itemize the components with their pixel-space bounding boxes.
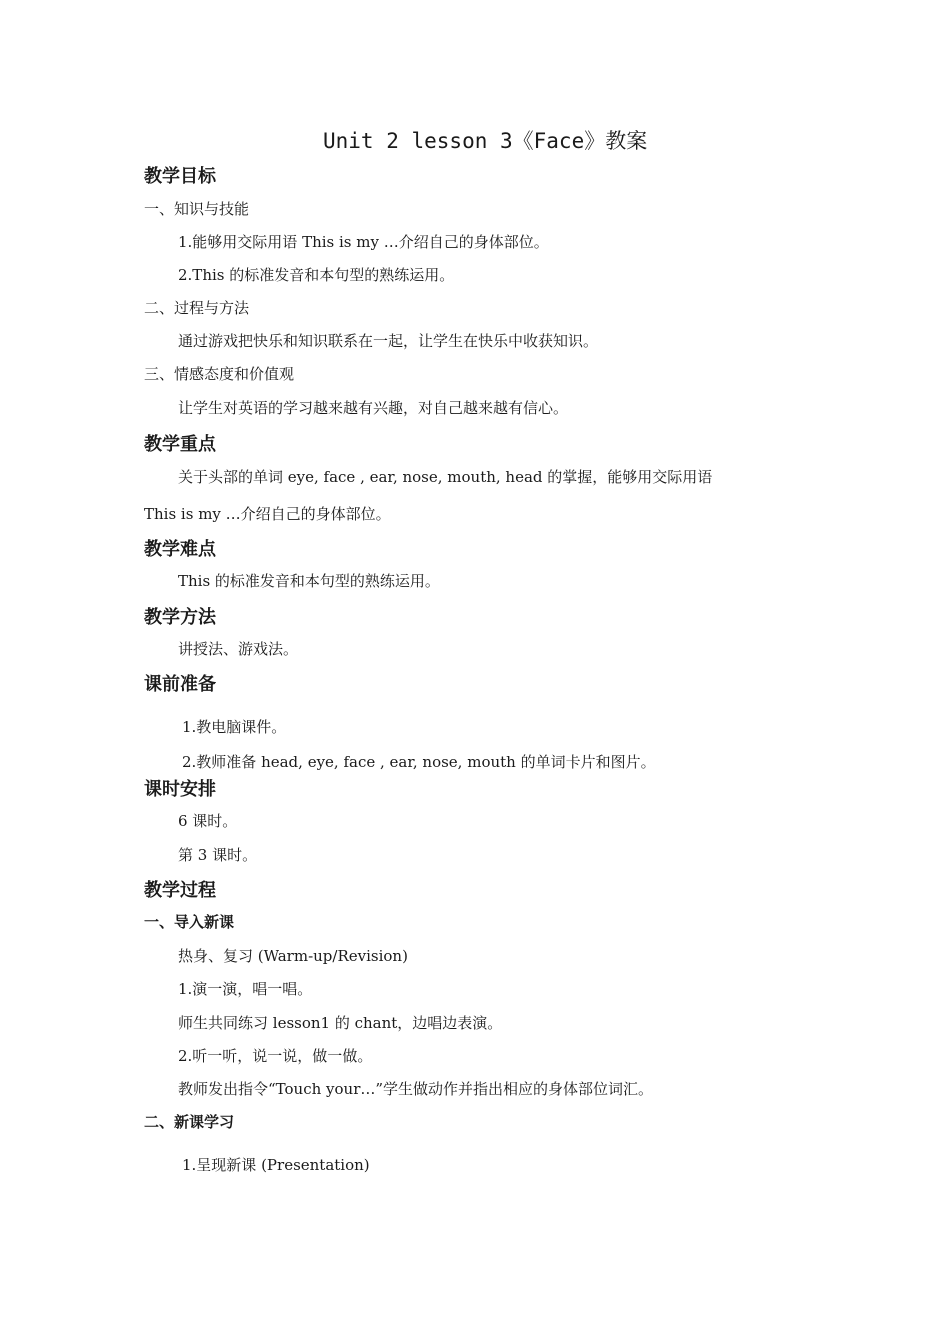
heading-key-points: 教学重点: [144, 434, 216, 455]
subheading-new-lesson: 二、新课学习: [144, 1113, 235, 1131]
subheading-attitude-values: 三、情感态度和价值观: [144, 365, 295, 383]
schedule-line-2: 第 3 课时。: [178, 846, 258, 864]
heading-teaching-methods: 教学方法: [144, 607, 216, 628]
process-paragraph: 通过游戏把快乐和知识联系在一起，让学生在快乐中收获知识。: [178, 332, 599, 350]
heading-schedule: 课时安排: [144, 779, 216, 800]
subheading-introduction: 一、导入新课: [144, 913, 235, 931]
heading-teaching-process: 教学过程: [144, 880, 216, 901]
goal-item-1: 1.能够用交际用语 This is my …介绍自己的身体部位。: [178, 233, 549, 251]
key-points-line-1: 关于头部的单词 eye, face , ear, nose, mouth, head 的掌握，能够用交际用语: [178, 468, 713, 486]
process-line-6: 1.呈现新课 (Presentation): [182, 1156, 370, 1174]
difficult-points-line: This 的标准发音和本句型的熟练运用。: [178, 572, 440, 590]
goal-item-2: 2.This 的标准发音和本句型的熟练运用。: [178, 266, 455, 284]
schedule-line-1: 6 课时。: [178, 812, 238, 830]
preparation-item-2: 2.教师准备 head, eye, face , ear, nose, mouth 的单词卡片和图片。: [182, 753, 656, 771]
subheading-process-method: 二、过程与方法: [144, 299, 250, 317]
page-title: Unit 2 lesson 3《Face》教案: [323, 129, 648, 153]
attitude-paragraph: 让学生对英语的学习越来越有兴趣，对自己越来越有信心。: [178, 399, 569, 417]
process-line-4: 2.听一听，说一说，做一做。: [178, 1047, 373, 1065]
preparation-item-1: 1.教电脑课件。: [182, 718, 287, 736]
process-line-5: 教师发出指令“Touch your…”学生做动作并指出相应的身体部位词汇。: [178, 1080, 654, 1098]
process-line-3: 师生共同练习 lesson1 的 chant，边唱边表演。: [178, 1014, 503, 1032]
heading-difficult-points: 教学难点: [144, 539, 216, 560]
process-line-2: 1.演一演，唱一唱。: [178, 980, 313, 998]
key-points-line-2: This is my …介绍自己的身体部位。: [144, 505, 391, 523]
heading-teaching-goals: 教学目标: [144, 166, 216, 187]
heading-preparation: 课前准备: [144, 674, 216, 695]
subheading-knowledge-skills: 一、知识与技能: [144, 200, 250, 218]
process-line-1: 热身、复习 (Warm-up/Revision): [178, 947, 408, 965]
teaching-methods-line: 讲授法、游戏法。: [178, 640, 299, 658]
